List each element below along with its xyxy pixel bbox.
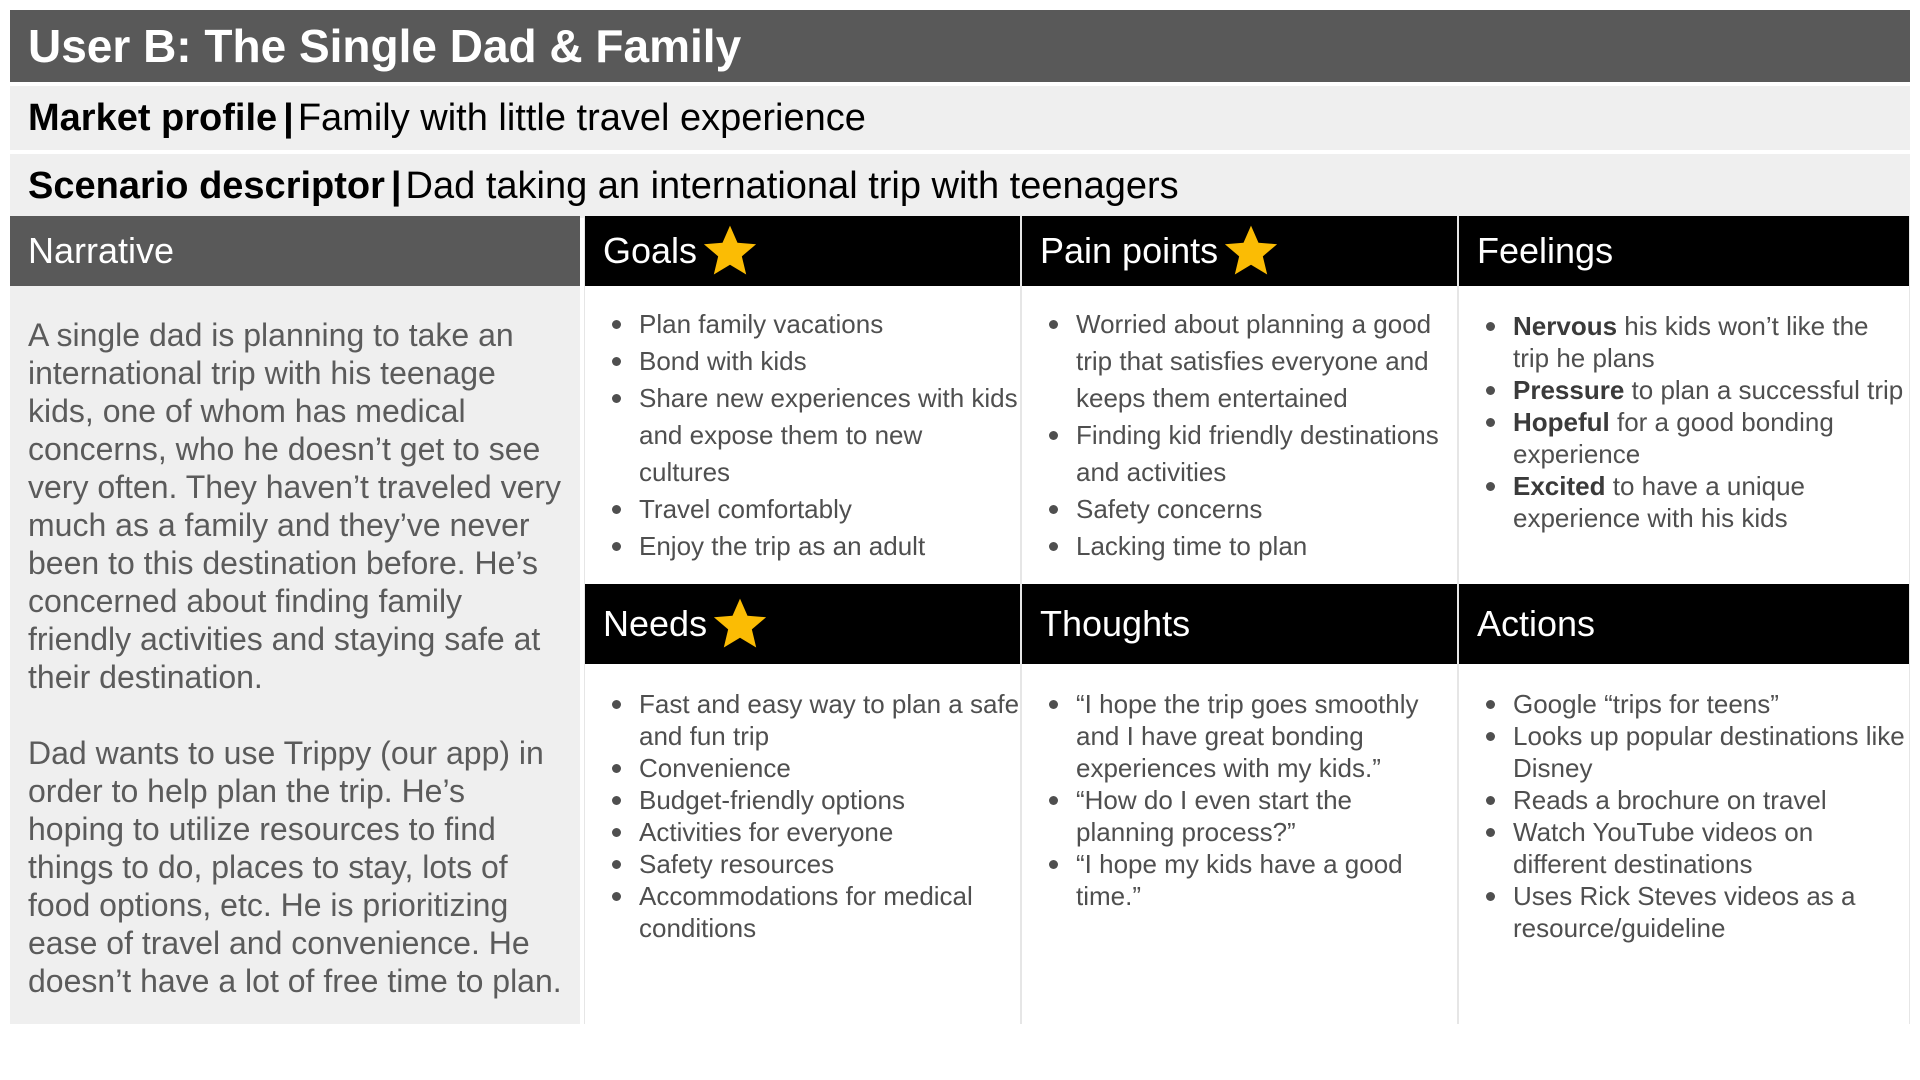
feeling-detail: to plan a successful trip — [1624, 375, 1904, 405]
list-item: Looks up popular destinations like Disney — [1459, 720, 1909, 784]
goals-header — [585, 216, 1020, 286]
list-item: Watch YouTube videos on different destinations — [1459, 816, 1909, 880]
list-item: Safety resources — [585, 848, 1020, 880]
scenario-row — [10, 154, 1910, 218]
market-profile-value: Family with little travel experience — [297, 97, 866, 139]
list-item: “I hope the trip goes smoothly and I have great bonding experiences with my kids.” — [1022, 688, 1457, 784]
feeling-detail: his kids won’t like the trip he plans — [1513, 311, 1869, 373]
thoughts-header — [1022, 584, 1457, 664]
list-item — [1459, 374, 1909, 406]
needs-header — [585, 584, 1020, 664]
list-item: Accommodations for medical conditions — [585, 880, 1020, 944]
narrative-paragraph-2: Dad wants to use Trippy (our app) in order to help plan the trip. He’s hoping to utilize resources to find things to do, places to stay, lots of food options, etc. He is prioritizing ease of travel and convenience. He doesn’t have a lot of free time to plan. — [28, 735, 562, 999]
needs-panel — [584, 584, 1021, 1024]
feelings-heading: Feelings — [1477, 230, 1614, 271]
feeling-emphasis: Hopeful — [1513, 407, 1610, 437]
list-item — [1459, 470, 1909, 534]
needs-list — [585, 688, 1020, 944]
scenario-value: Dad taking an international trip with teenagers — [405, 165, 1179, 207]
list-item: “How do I even start the planning process?” — [1022, 784, 1457, 848]
actions-list — [1459, 688, 1909, 944]
list-item: Uses Rick Steves videos as a resource/guideline — [1459, 880, 1909, 944]
thoughts-heading: Thoughts — [1040, 603, 1191, 644]
thoughts-list — [1022, 688, 1457, 912]
goals-list — [585, 306, 1020, 565]
feelings-panel — [1458, 216, 1910, 584]
market-profile-separator: | — [283, 97, 294, 139]
star-icon — [701, 222, 759, 280]
market-profile-row — [10, 86, 1910, 150]
list-item: Worried about planning a good trip that satisfies everyone and keeps them entertained — [1022, 306, 1457, 417]
feeling-emphasis: Excited — [1513, 471, 1606, 501]
list-item: Lacking time to plan — [1022, 528, 1457, 565]
narrative-paragraph-1: A single dad is planning to take an international trip with his teenage kids, one of whom has medical concerns, who he doesn’t get to see very often. They haven’t traveled very much as a family and they’ve never been to this destination before. He’s concerned about finding family friendly activities and staying safe at their destination. — [28, 317, 562, 695]
feeling-emphasis: Nervous — [1513, 311, 1618, 341]
narrative-heading: Narrative — [10, 216, 580, 286]
pain-points-panel — [1021, 216, 1458, 584]
list-item: Budget-friendly options — [585, 784, 1020, 816]
persona-slide — [10, 10, 1910, 999]
persona-grid — [10, 216, 1910, 1024]
needs-heading: Needs — [603, 603, 708, 644]
list-item: Activities for everyone — [585, 816, 1020, 848]
narrative-body — [10, 286, 580, 1000]
feeling-emphasis: Pressure — [1513, 375, 1625, 405]
actions-heading: Actions — [1477, 603, 1596, 644]
list-item: Plan family vacations — [585, 306, 1020, 343]
list-item: Safety concerns — [1022, 491, 1457, 528]
narrative-panel — [10, 216, 580, 1024]
list-item — [1459, 310, 1909, 374]
actions-header — [1459, 584, 1909, 664]
pain-points-header — [1022, 216, 1457, 286]
feelings-header — [1459, 216, 1909, 286]
feelings-list — [1459, 310, 1909, 534]
market-profile-label: Market profile — [28, 97, 278, 139]
list-item: Travel comfortably — [585, 491, 1020, 528]
feeling-detail: to have a unique experience with his kids — [1513, 471, 1805, 533]
list-item: Fast and easy way to plan a safe and fun trip — [585, 688, 1020, 752]
scenario-separator: | — [390, 165, 402, 207]
star-icon — [711, 595, 769, 653]
list-item — [1459, 406, 1909, 470]
goals-panel — [584, 216, 1021, 584]
list-item: Share new experiences with kids and expose them to new cultures — [585, 380, 1020, 491]
list-item: Convenience — [585, 752, 1020, 784]
page-title: User B: The Single Dad & Family — [10, 10, 1910, 82]
scenario-label: Scenario descriptor — [28, 165, 385, 207]
list-item: Enjoy the trip as an adult — [585, 528, 1020, 565]
actions-panel — [1458, 584, 1910, 1024]
list-item: Bond with kids — [585, 343, 1020, 380]
star-icon — [1222, 222, 1280, 280]
pain-points-list — [1022, 306, 1457, 565]
list-item: Google “trips for teens” — [1459, 688, 1909, 720]
pain-points-heading: Pain points — [1040, 230, 1219, 271]
feeling-detail: for a good bonding experience — [1513, 407, 1834, 469]
list-item: “I hope my kids have a good time.” — [1022, 848, 1457, 912]
goals-heading: Goals — [603, 230, 698, 271]
list-item: Reads a brochure on travel — [1459, 784, 1909, 816]
list-item: Finding kid friendly destinations and activities — [1022, 417, 1457, 491]
thoughts-panel — [1021, 584, 1458, 1024]
